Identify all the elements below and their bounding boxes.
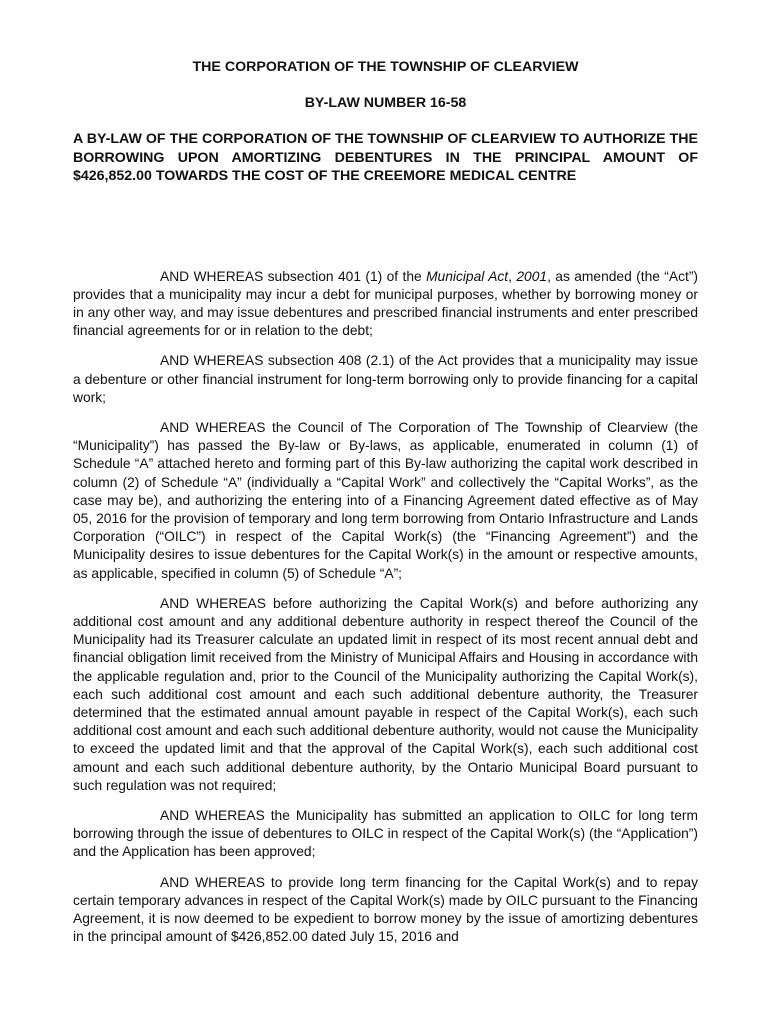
whereas-paragraph-1	[73, 268, 698, 341]
whereas-paragraph-4: AND WHEREAS before authorizing the Capital Work(s) and before authorizing any additional cost amount and any additional debenture authority in respect thereof the Council of the Municipality had its Treasurer calculate an updated limit in respect of its most recent annual debt and financial obligation limit received from the Ministry of Municipal Affairs and Housing in accordance with the applicable regulation and, prior to the Council of the Municipality authorizing the Capital Work(s), each such additional cost amount and each such additional debenture authority, the Treasurer determined that the estimated annual amount payable in respect of the Capital Work(s), each such additional cost amount and each such additional debenture authority, would not cause the Municipality to exceed the updated limit and that the approval of the Capital Work(s), each such additional cost amount and each such additional debenture authority, by the Ontario Municipal Board pursuant to such regulation was not required;	[73, 595, 698, 793]
whereas-paragraph-2: AND WHEREAS subsection 408 (2.1) of the Act provides that a municipality may issue a debenture or other financial instrument for long-term borrowing only to provide financing for a capital work;	[73, 353, 698, 405]
whereas-paragraph-6: AND WHEREAS to provide long term financing for the Capital Work(s) and to repay certain temporary advances in respect of the Capital Work(s) made by OILC pursuant to the Financing Agreement, it is now deemed to be expedient to borrow money by the issue of amortizing debentures in the principal amount of $426,852.00 dated July 15, 2016 and	[73, 874, 698, 945]
document-page	[73, 58, 698, 958]
bylaw-title: A BY-LAW OF THE CORPORATION OF THE TOWNSHIP OF CLEARVIEW TO AUTHORIZE THE BORROWING UPON AMORTIZING DEBENTURES IN THE PRINCIPAL AMOUNT OF $426,852.00 TOWARDS THE COST OF THE CREEMORE MEDICAL CENTRE	[73, 131, 698, 184]
corporation-title: THE CORPORATION OF THE TOWNSHIP OF CLEARVIEW	[192, 59, 579, 75]
para1-text-a: AND WHEREAS subsection 401 (1) of the	[160, 268, 427, 284]
act-year: 2001	[516, 268, 548, 284]
act-name: Municipal Act	[426, 268, 509, 284]
bylaw-number: BY-LAW NUMBER 16-58	[304, 95, 467, 111]
para1-separator: ,	[508, 268, 517, 284]
whereas-paragraph-3: AND WHEREAS the Council of The Corporation of The Township of Clearview (the “Municipality”) has passed the By-law or By-laws, as applicable, enumerated in column (1) of Schedule “A” attached hereto and forming part of this By-law authorizing the capital work described in column (2) of Schedule “A” (individually a “Capital Work” and collectively the “Capital Works”, as the case may be), and authorizing the entering into of a Financing Agreement dated effective as of May 05, 2016 for the provision of temporary and long term borrowing from Ontario Infrastructure and Lands Corporation (“OILC”) in respect of the Capital Work(s) (the “Financing Agreement”) and the Municipality desires to issue debentures for the Capital Work(s) in the amount or respective amounts, as applicable, specified in column (5) of Schedule “A”;	[73, 419, 698, 581]
whereas-paragraph-5: AND WHEREAS the Municipality has submitted an application to OILC for long term borrowing through the issue of debentures to OILC in respect of the Capital Work(s) (the “Application”) and the Application has been approved;	[73, 807, 698, 860]
para1-text-b: , as amended (the “Act”) provides that a municipality may incur a debt for municipal purposes, whether by borrowing money or in any other way, and may issue debentures and prescribed financial instruments and enter prescribed financial agreements for or in relation to the debt;	[73, 268, 699, 339]
